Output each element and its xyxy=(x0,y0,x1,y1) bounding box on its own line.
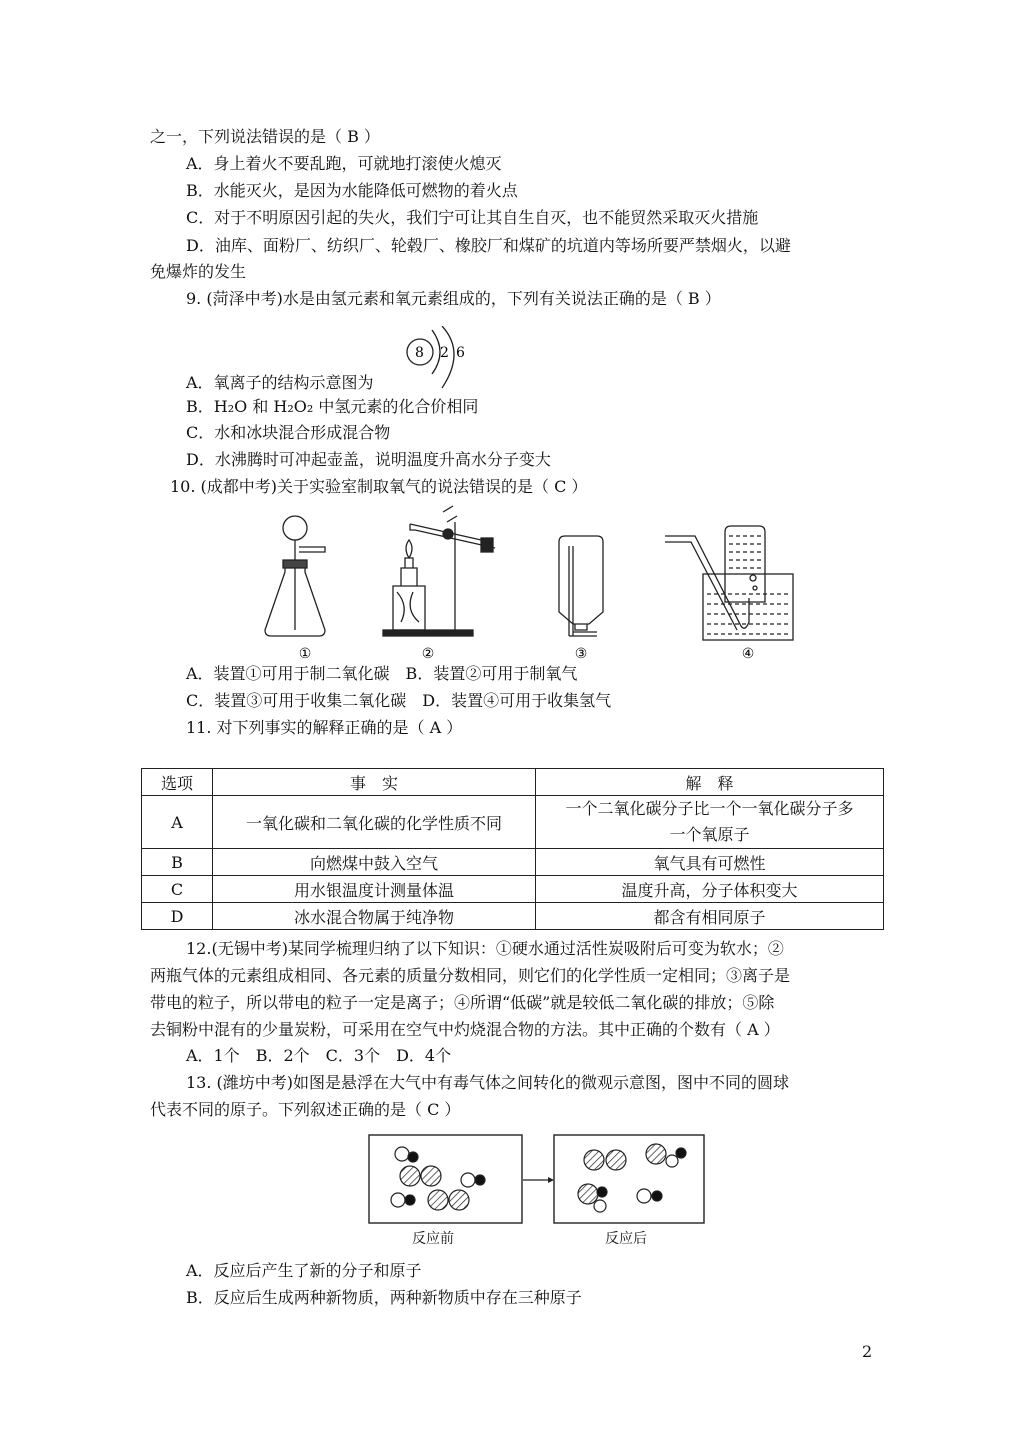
q12-line2: 两瓶气体的元素组成相同、各元素的质量分数相同，则它们的化学性质一定相同；③离子是 xyxy=(150,966,791,985)
q8-option-d-line2: 免爆炸的发生 xyxy=(150,262,247,281)
q9-option-a: A．氧离子的结构示意图为 xyxy=(186,373,374,392)
apparatus-2-heating xyxy=(383,506,495,636)
page-number: 2 xyxy=(862,1342,873,1361)
apparatus-label-2: ② xyxy=(421,646,435,662)
q9-option-b: B．H₂O 和 H₂O₂ 中氢元素的化合价相同 xyxy=(186,397,479,416)
header-explanation: 解 释 xyxy=(536,769,884,796)
q10-stem: 10. (成都中考)关于实验室制取氧气的说法错误的是（ C ） xyxy=(170,477,588,496)
row-b-fact: 向燃煤中鼓入空气 xyxy=(213,849,536,876)
ion-shell2-label: 6 xyxy=(456,345,465,361)
before-box xyxy=(369,1135,522,1223)
table-row xyxy=(142,796,884,849)
oxygen-ion-diagram xyxy=(398,326,478,396)
q8-option-d-line1: D．油库、面粉厂、纺织厂、轮毂厂、橡胶厂和煤矿的坑道内等场所要严禁烟火，以避 xyxy=(186,236,791,255)
row-c-option: C xyxy=(142,876,213,903)
header-option: 选项 xyxy=(142,769,213,796)
table-row xyxy=(142,903,884,930)
row-a-fact: 一氧化碳和二氧化碳的化学性质不同 xyxy=(213,796,536,849)
row-a-option: A xyxy=(142,796,213,849)
table-row xyxy=(142,876,884,903)
apparatus-label-3: ③ xyxy=(574,646,588,662)
q13-line1: 13. (潍坊中考)如图是悬浮在大气中有毒气体之间转化的微观示意图，图中不同的圆球 xyxy=(186,1073,790,1092)
facts-explanation-table xyxy=(141,768,884,930)
q13-option-b: B．反应后生成两种新物质，两种新物质中存在三种原子 xyxy=(186,1288,582,1307)
lab-apparatus-figure xyxy=(255,502,795,662)
q12-options: A．1个 B．2个 C．3个 D．4个 xyxy=(186,1046,452,1065)
before-caption: 反应前 xyxy=(412,1231,454,1247)
ion-shell1-label: 2 xyxy=(440,345,449,361)
q10-options-cd: C．装置③可用于收集二氧化碳 D．装置④可用于收集氢气 xyxy=(186,691,612,710)
q13-line2: 代表不同的原子。下列叙述正确的是（ C ） xyxy=(150,1100,461,1119)
row-c-fact: 用水银温度计测量体温 xyxy=(213,876,536,903)
apparatus-label-1: ① xyxy=(298,646,312,662)
q9-stem: 9. (菏泽中考)水是由氢元素和氧元素组成的，下列有关说法正确的是（ B ） xyxy=(186,289,721,308)
row-b-explanation: 氧气具有可燃性 xyxy=(536,849,884,876)
header-fact: 事 实 xyxy=(213,769,536,796)
q8-stem-tail: 之一，下列说法错误的是（ B ） xyxy=(150,127,380,146)
table-row xyxy=(142,849,884,876)
apparatus-4-water-trough xyxy=(665,526,793,640)
row-d-option: D xyxy=(142,903,213,930)
after-caption: 反应后 xyxy=(605,1231,647,1247)
apparatus-1-flask xyxy=(265,516,325,636)
q9-option-c: C．水和冰块混合形成混合物 xyxy=(186,423,391,442)
q12-line1: 12.(无锡中考)某同学梳理归纳了以下知识：①硬水通过活性炭吸附后可变为软水；② xyxy=(186,939,784,958)
q10-options-ab: A．装置①可用于制二氧化碳 B．装置②可用于制氧气 xyxy=(186,664,578,683)
q12-line4: 去铜粉中混有的少量炭粉，可采用在空气中灼烧混合物的方法。其中正确的个数有（ A ） xyxy=(150,1020,780,1039)
table-header-row xyxy=(142,769,884,796)
reaction-micro-diagram xyxy=(368,1134,708,1226)
row-a-explanation xyxy=(536,796,884,849)
q13-option-a: A．反应后产生了新的分子和原子 xyxy=(186,1261,422,1280)
q12-line3: 带电的粒子，所以带电的粒子一定是离子；④所谓“低碳”就是较低二氧化碳的排放；⑤除 xyxy=(150,993,775,1012)
apparatus-label-4: ④ xyxy=(741,646,755,662)
row-d-fact: 冰水混合物属于纯净物 xyxy=(213,903,536,930)
q11-stem: 11. 对下列事实的解释正确的是（ A ） xyxy=(186,718,463,737)
q8-option-a: A．身上着火不要乱跑，可就地打滚使火熄灭 xyxy=(186,154,502,173)
row-a-explanation-line1: 一个二氧化碳分子比一个一氧化碳分子多 xyxy=(565,799,854,818)
row-a-explanation-line2: 一个氧原子 xyxy=(669,825,750,844)
row-b-option: B xyxy=(142,849,213,876)
q8-option-b: B．水能灭火，是因为水能降低可燃物的着火点 xyxy=(186,181,518,200)
ion-nucleus-label: 8 xyxy=(415,345,424,361)
apparatus-3-gas-bottle xyxy=(559,536,603,636)
row-c-explanation: 温度升高，分子体积变大 xyxy=(536,876,884,903)
q8-option-c: C．对于不明原因引起的失火，我们宁可让其自生自灭，也不能贸然采取灭火措施 xyxy=(186,208,759,227)
row-d-explanation: 都含有相同原子 xyxy=(536,903,884,930)
q9-option-d: D．水沸腾时可冲起壶盖，说明温度升高水分子变大 xyxy=(186,450,551,469)
